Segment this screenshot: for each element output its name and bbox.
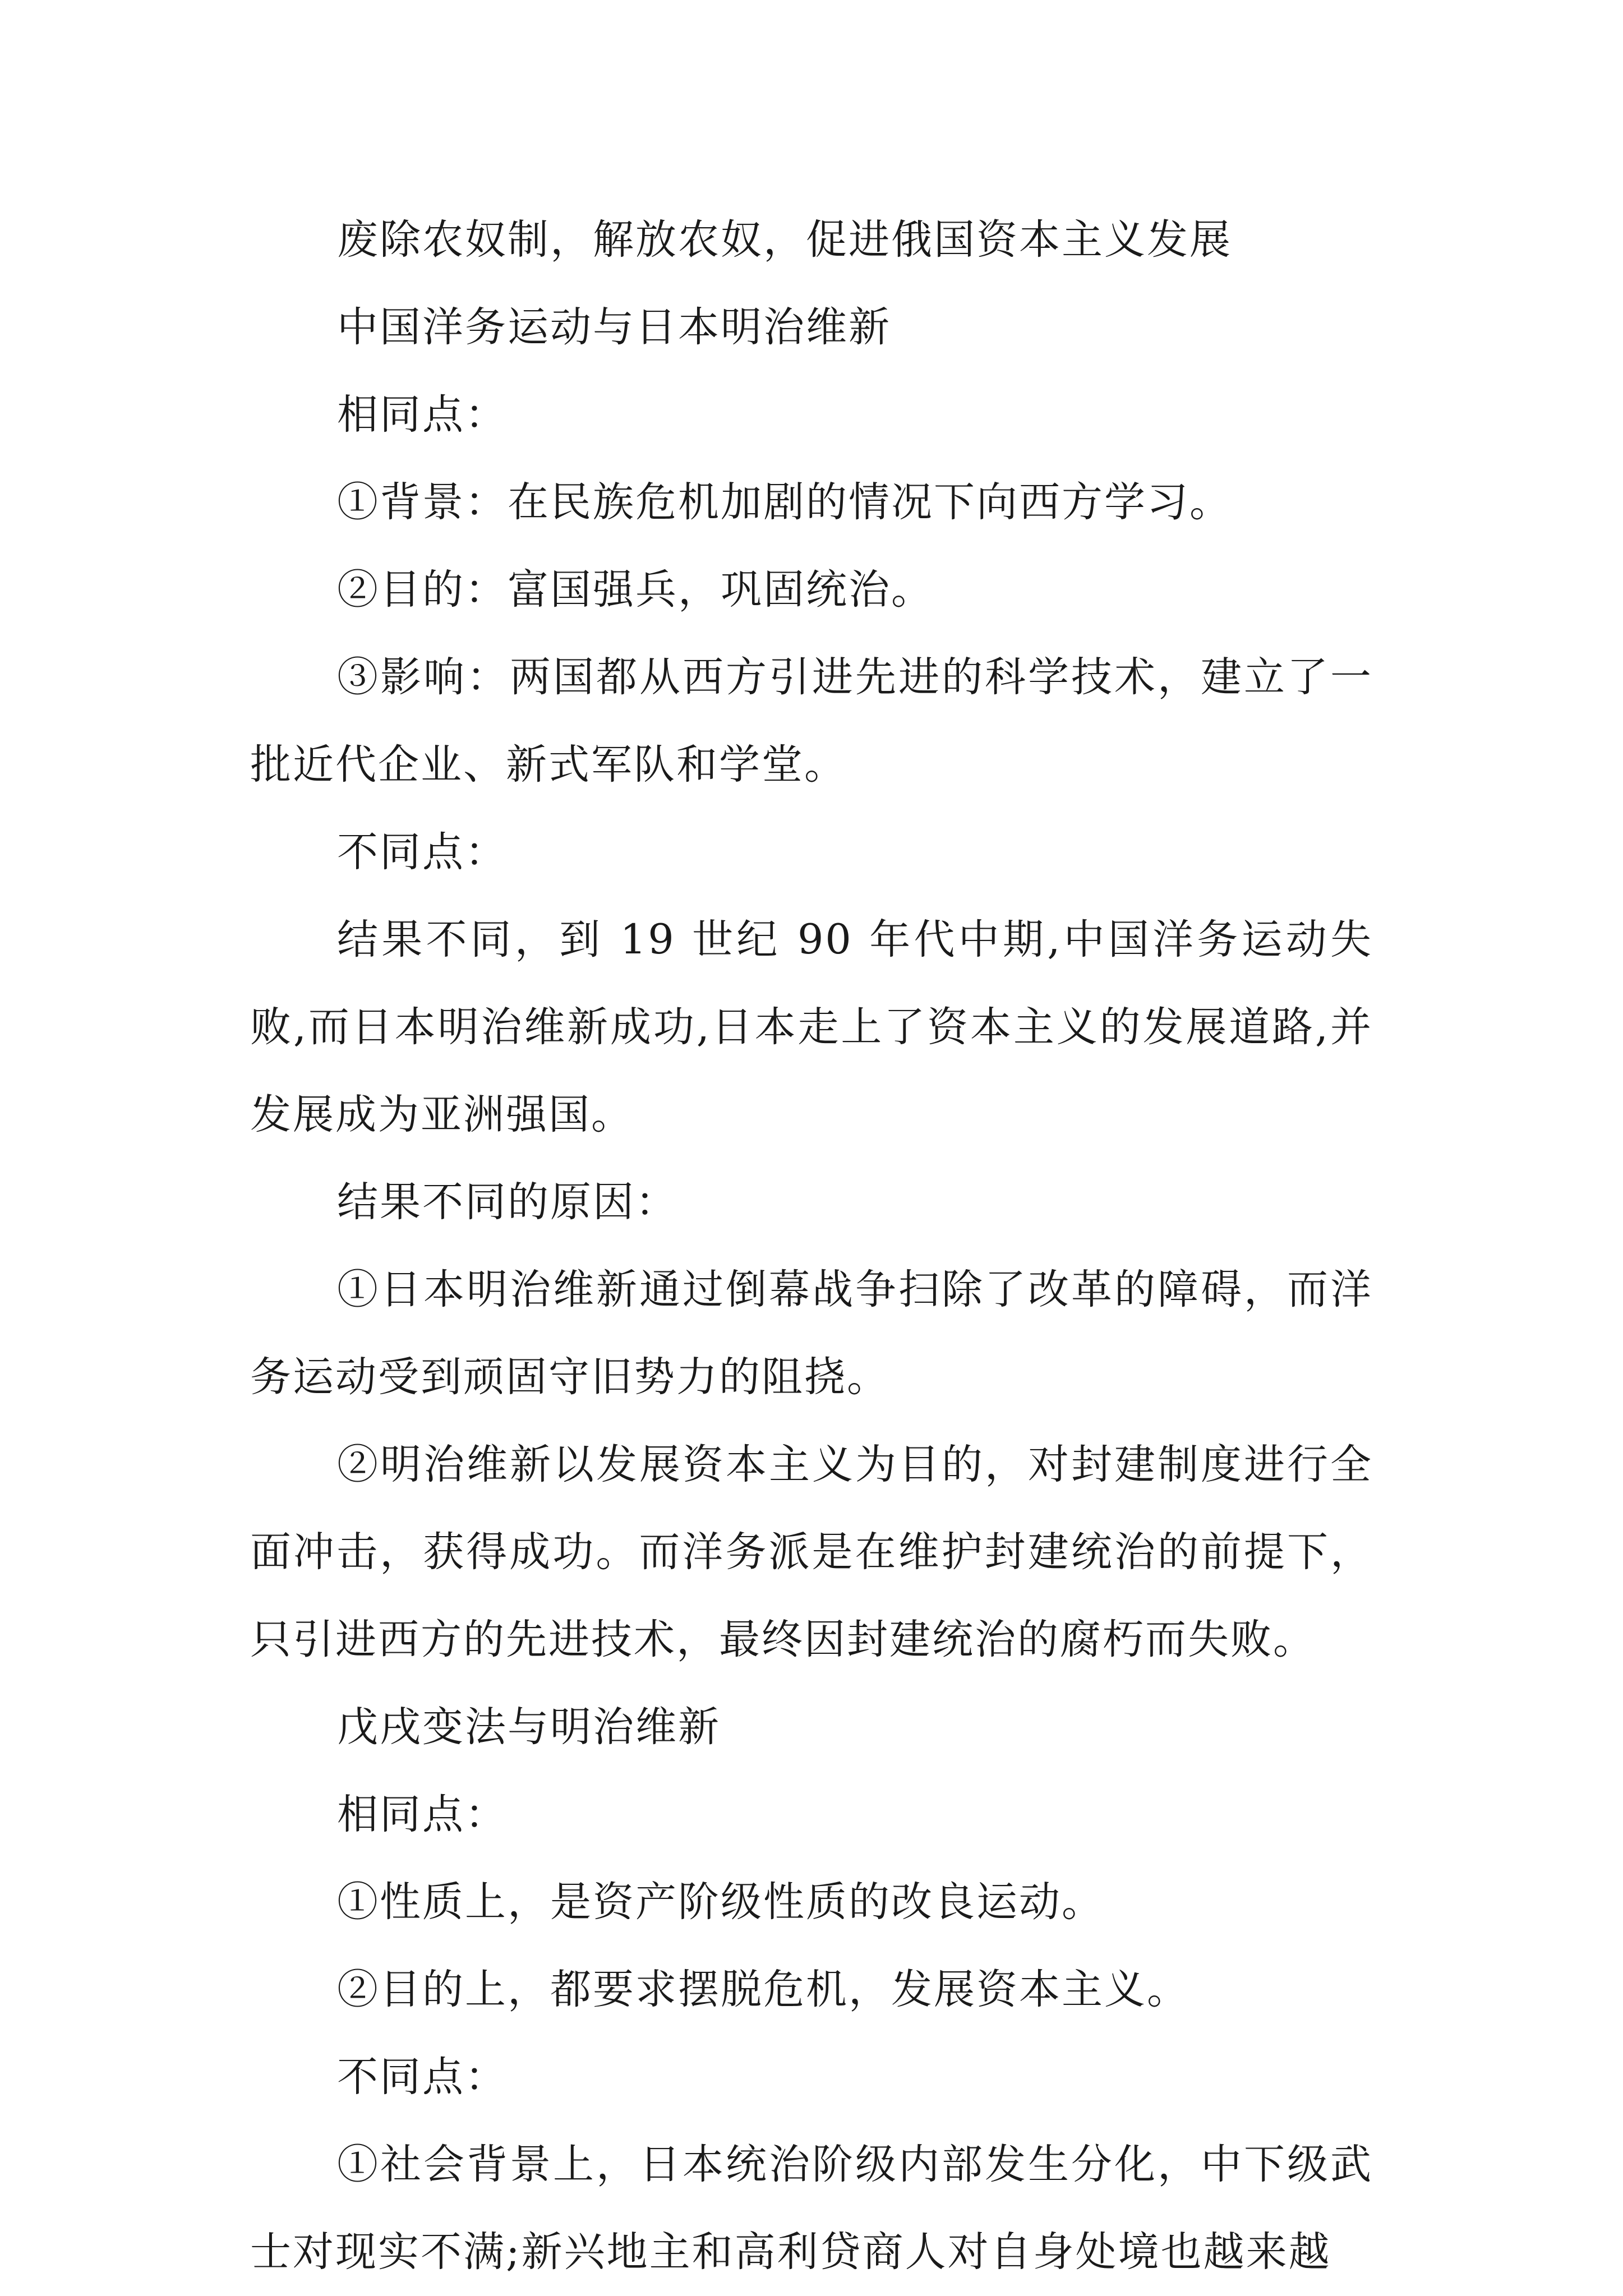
paragraph: ①日本明治维新通过倒幕战争扫除了改革的障碍，而洋务运动受到顽固守旧势力的阻挠。 xyxy=(250,1266,1373,1401)
subheading: 相同点： xyxy=(337,1791,508,1838)
section-heading: 戊戌变法与明治维新 xyxy=(337,1703,721,1751)
paragraph: ①社会背景上，日本统治阶级内部发生分化，中下级武士对现实不满;新兴地主和高利贷商人对自身处境也越来越 xyxy=(250,2141,1373,2276)
document-body xyxy=(250,196,1373,2296)
paragraph: ②明治维新以发展资本主义为目的，对封建制度进行全面冲击，获得成功。而洋务派是在维护封建统治的前提下，只引进西方的先进技术，最终因封建统治的腐朽而失败。 xyxy=(250,1441,1373,1663)
subheading: 不同点： xyxy=(337,828,508,876)
paragraph: 结果不同，到 19 世纪 90 年代中期,中国洋务运动失败,而日本明治维新成功,日本走上了资本主义的发展道路,并发展成为亚洲强国。 xyxy=(250,916,1373,1138)
paragraph: ③影响：两国都从西方引进先进的科学技术，建立了一批近代企业、新式军队和学堂。 xyxy=(250,653,1373,789)
paragraph: ②目的：富国强兵，巩固统治。 xyxy=(337,566,934,614)
paragraph: ②目的上，都要求摆脱危机，发展资本主义。 xyxy=(337,1966,1189,2013)
section-heading: 中国洋务运动与日本明治维新 xyxy=(337,303,891,351)
subheading: 结果不同的原因： xyxy=(337,1178,678,1226)
subheading: 相同点： xyxy=(337,391,508,439)
paragraph: ①背景：在民族危机加剧的情况下向西方学习。 xyxy=(337,478,1232,526)
subheading: 不同点： xyxy=(337,2053,508,2101)
paragraph: ①性质上，是资产阶级性质的改良运动。 xyxy=(337,1878,1104,1926)
paragraph: 废除农奴制，解放农奴，促进俄国资本主义发展 xyxy=(337,216,1232,264)
